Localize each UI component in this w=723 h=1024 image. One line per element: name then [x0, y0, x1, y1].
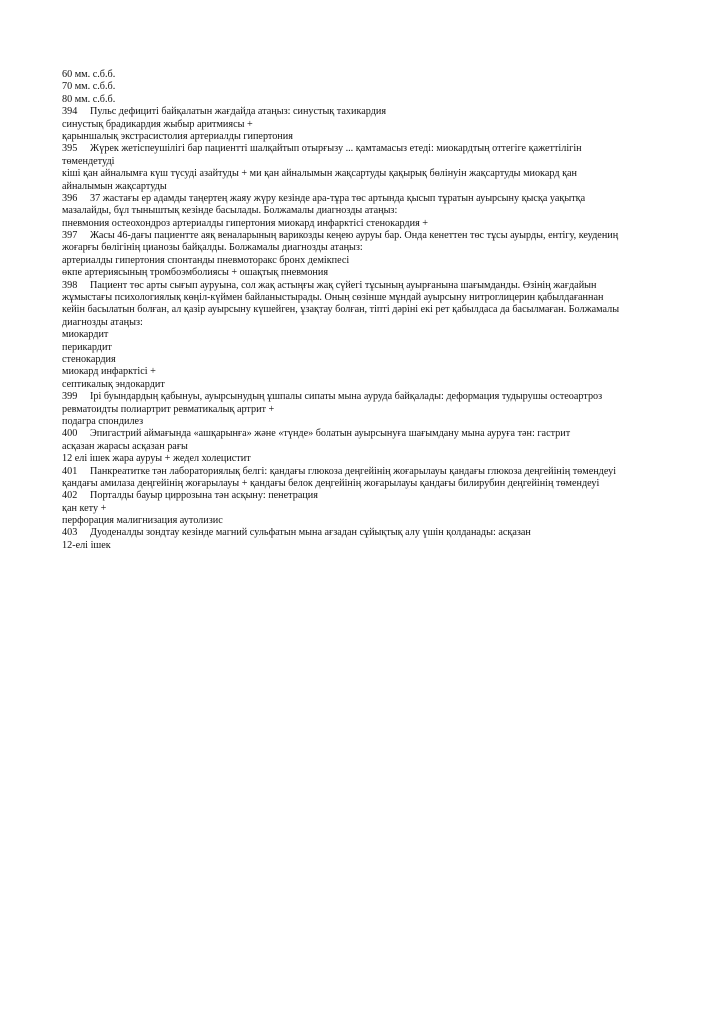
line-text: септикалық эндокардит [62, 378, 165, 390]
answer-line [62, 69, 672, 81]
answer-line [62, 379, 672, 391]
line-text: асқазан жарасы асқазан рағы [62, 440, 188, 452]
line-text: 70 мм. с.б.б. [62, 81, 116, 93]
question-line [62, 230, 672, 242]
line-text: Ірі буындардың қабынуы, ауырсынудың ұшпалы сипаты мына ауруда байқалады: деформация тудырушы остеоартроз [90, 391, 603, 403]
line-text: перфорация малигнизация аутолизис [62, 515, 223, 527]
question-line [62, 391, 672, 403]
line-text: қарыншалық экстрасистолия артериалды гипертония [62, 130, 293, 142]
answer-line [62, 342, 672, 354]
line-text: кіші қан айналымға күш түсуді азайтуды + ми қан айналымын жақсартуды қақырық бөлінуін жақсартуды миокард қан [62, 168, 577, 180]
line-text: қан кету + [62, 502, 107, 514]
answer-line [62, 329, 672, 341]
line-text: жоғарғы бөлігінің цианозы байқалды. Болжамалы диагнозды атаңыз: [62, 242, 363, 254]
answer-line [62, 366, 672, 378]
answer-line [62, 441, 672, 453]
answer-line [62, 181, 672, 193]
line-text: миокардит [62, 329, 109, 341]
line-text: Жүрек жетіспеушілігі бар пациентті шалқайтып отырғызу ... қамтамасыз етеді: миокардтың оттегіге қажеттілігін [90, 143, 582, 155]
line-text: 12-елі ішек [62, 539, 111, 551]
question-number: 395 [62, 143, 78, 155]
line-text: пневмония остеохондроз артериалды гипертония миокард инфарктісі стенокардия + [62, 217, 429, 229]
line-text: Пульс дефициті байқалатын жағдайда атаңыз: синустық тахикардия [90, 106, 387, 118]
answer-line [62, 416, 672, 428]
question-line [62, 490, 672, 502]
answer-line [62, 354, 672, 366]
question-number: 399 [62, 391, 78, 403]
line-text: Дуоденалды зондтау кезінде магний сульфатын мына ағзадан сұйықтық алу үшін қолданады: асқазан [90, 527, 531, 539]
answer-line [62, 242, 672, 254]
question-line [62, 193, 672, 205]
answer-line [62, 156, 672, 168]
line-text: артериалды гипертония спонтанды пневмоторакс бронх демікпесі [62, 254, 350, 266]
answer-line [62, 168, 672, 180]
line-text: айналымын жақсартуды [62, 180, 167, 192]
line-text: Жасы 46-дағы пациентте аяқ веналарының варикозды кеңею ауруы бар. Онда кенеттен төс тұсы ауырды, ентігу, кеудениң [90, 230, 619, 242]
line-text: төмендетуді [62, 155, 115, 167]
question-number: 400 [62, 428, 78, 440]
line-text: 80 мм. с.б.б. [62, 93, 116, 105]
question-line [62, 428, 672, 440]
question-number: 396 [62, 192, 78, 204]
line-text: перикардит [62, 341, 112, 353]
question-number: 401 [62, 465, 78, 477]
line-text: диагнозды атаңыз: [62, 316, 143, 328]
line-text: Порталды бауыр циррозына тән асқыну: пенетрация [90, 490, 318, 502]
line-text: ревматоидты полиартрит ревматикалық артрит + [62, 403, 275, 415]
line-text: 12 елі ішек жара ауруы + жедел холецистит [62, 453, 251, 465]
question-line [62, 143, 672, 155]
line-text: миокард инфарктісі + [62, 366, 156, 378]
answer-line [62, 304, 672, 316]
line-text: Панкреатитке тән лабораториялық белгі: қандағы глюкоза деңгейінің жоғарылауы қандағы глюкоза деңгейінің төмендеуі [90, 465, 617, 477]
answer-line [62, 267, 672, 279]
line-text: подагра спондилез [62, 415, 144, 427]
answer-line [62, 255, 672, 267]
question-number: 403 [62, 527, 78, 539]
answer-line [62, 218, 672, 230]
answer-line [62, 317, 672, 329]
line-text: жұмыстағы психологиялық көңіл-күймен байланыстырады. Оның сөзінше мұндай ауырсыну нитроглицерин қабылдағаннан [62, 292, 604, 304]
answer-line [62, 205, 672, 217]
question-number: 397 [62, 230, 78, 242]
line-text: 37 жастағы ер адамды таңертең жаяу жүру кезінде ара-тұра төс артында қысып тұратын ауырсыну қысқа уақытқа [90, 192, 586, 204]
answer-line [62, 81, 672, 93]
answer-line [62, 515, 672, 527]
question-number: 398 [62, 279, 78, 291]
line-text: мазалайды, бұл тыныштық кезінде басылады. Болжамалы диагнозды атаңыз: [62, 205, 398, 217]
answer-line [62, 94, 672, 106]
line-text: 60 мм. с.б.б. [62, 69, 116, 80]
answer-line [62, 540, 672, 552]
question-number: 402 [62, 490, 78, 502]
question-line [62, 280, 672, 292]
answer-line [62, 119, 672, 131]
line-text: Эпигастрий аймағында «ашқарынға» және «түнде» болатын ауырсынуға шағымдану мына ауруға тән: гастрит [90, 428, 571, 440]
question-line [62, 106, 672, 118]
line-text: Пациент төс арты сығып ауруына, сол жақ астыңғы жақ сүйегі тұсының ауырғанына шағымданды. Өзінің жағдайын [90, 279, 597, 291]
line-text: кейін басылатын болған, ал қазір ауырсыну күшейген, ұзақтау болған, тіпті дәріні екі рет қабылдаса да басылмаған. Болжамалы [62, 304, 620, 316]
answer-line [62, 478, 672, 490]
answer-line [62, 292, 672, 304]
answer-line [62, 503, 672, 515]
line-text: синустық брадикардия жыбыр аритмиясы + [62, 118, 253, 130]
question-number: 394 [62, 106, 78, 118]
question-text-block [62, 69, 672, 552]
question-line [62, 527, 672, 539]
line-text: өкпе артериясының тромбоэмболиясы + ошақтық пневмония [62, 267, 329, 279]
answer-line [62, 404, 672, 416]
line-text: қандағы амилаза деңгейінің жоғарылауы + қандағы белок деңгейінің жоғарылауы қандағы билирубин деңгейінің төмендеуі [62, 477, 600, 489]
question-line [62, 466, 672, 478]
line-text: стенокардия [62, 353, 116, 365]
answer-line [62, 131, 672, 143]
answer-line [62, 453, 672, 465]
